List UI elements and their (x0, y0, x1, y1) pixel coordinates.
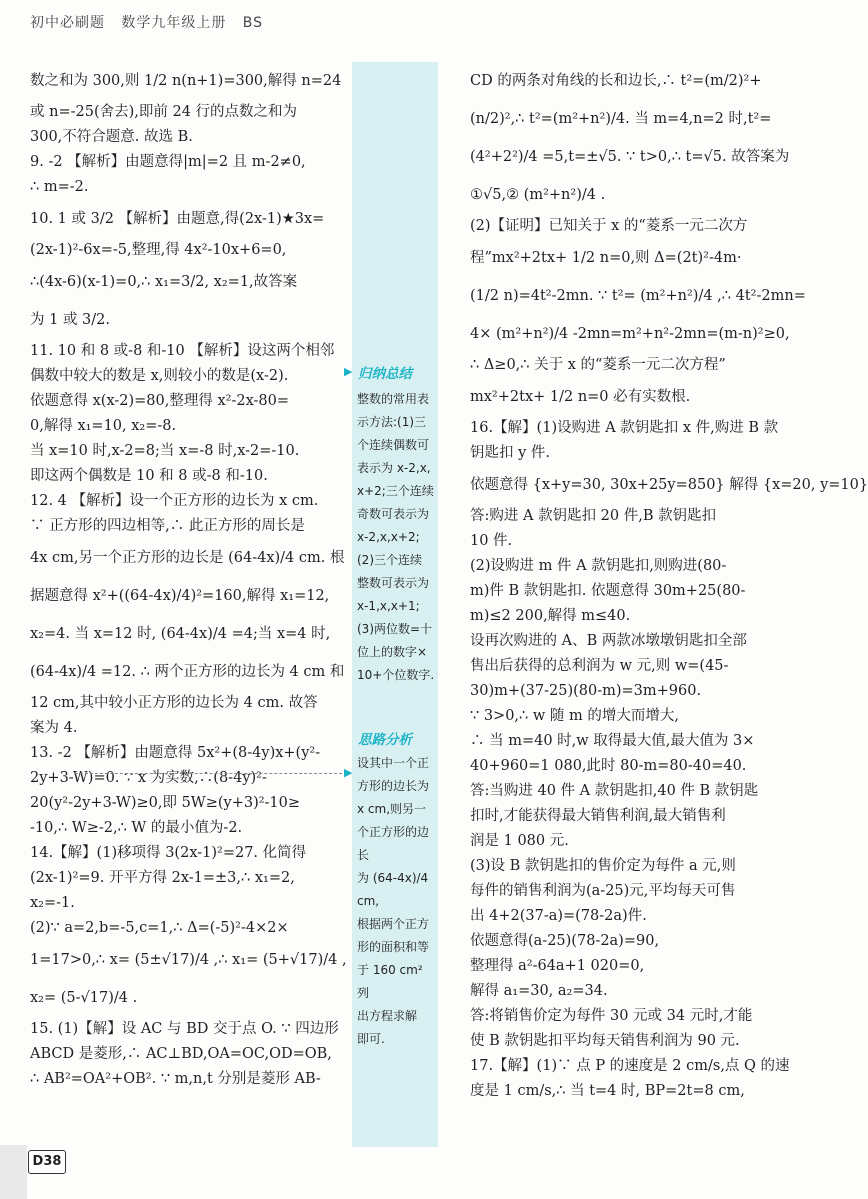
text-line: 出 4+2(37-a)=(78-2a)件. (470, 908, 647, 924)
text-line: x₂=-1. (30, 895, 75, 911)
sidebar-line: x-2,x,x+2; (357, 530, 420, 544)
text-line: 即这两个偶数是 10 和 8 或-8 和-10. (30, 468, 268, 484)
header-subject: 数学九年级上册 (121, 15, 227, 31)
text-line: 20(y²-2y+3-W)≥0,即 5W≥(y+3)²-10≥ (30, 795, 301, 811)
answer-11-line: 11. 10 和 8 或-8 和-10 【解析】设这两个相邻 (30, 343, 335, 359)
text-line: m)≤2 200,解得 m≤40. (470, 608, 631, 624)
sidebar-line: 形的面积和等 (357, 940, 430, 954)
sidebar-line: 设其中一个正 (357, 756, 430, 770)
text-line: ∴ m=-2. (30, 179, 89, 195)
sidebar-line: 方形的边长为 (357, 779, 430, 793)
text-line: 1=17>0,∴ x= (5±√17)/4 ,∴ x₁= (5+√17)/4 , (30, 952, 347, 968)
sidebar-line: 表示为 x-2,x, (357, 461, 431, 475)
arrow-icon: ▶ (344, 365, 353, 378)
text-line: 案为 4. (30, 720, 78, 736)
text-line: (2x-1)²-6x=-5,整理,得 4x²-10x+6=0, (30, 242, 287, 258)
text-line: 解得 a₁=30, a₂=34. (470, 983, 608, 999)
text-line: 答:购进 A 款钥匙扣 20 件,B 款钥匙扣 (470, 508, 717, 524)
answer-16-line: 16.【解】(1)设购进 A 款钥匙扣 x 件,购进 B 款 (470, 420, 779, 436)
text-line: m)件 B 款钥匙扣. 依题意得 30m+25(80- (470, 583, 746, 599)
answer-12-line: 12. 4 【解析】设一个正方形的边长为 x cm. (30, 493, 319, 509)
answer-10-line: 10. 1 或 3/2 【解析】由题意,得(2x-1)★3x= (30, 211, 325, 227)
text-line: 依题意得(a-25)(78-2a)=90, (470, 933, 660, 949)
sidebar-title-analysis: 思路分析 (358, 732, 412, 748)
sidebar-line: 即可. (357, 1032, 385, 1046)
sidebar-line: 个正方形的边长 (357, 825, 430, 862)
connector-line (75, 773, 347, 774)
running-header (30, 12, 263, 32)
answer-15-line: 15. (1)【解】设 AC 与 BD 交于点 O. ∵ 四边形 (30, 1021, 339, 1037)
sidebar-line: 为 (64-4x)/4 cm, (357, 871, 429, 908)
sidebar-line: x cm,则另一 (357, 802, 427, 816)
answer-14-line: 14.【解】(1)移项得 3(2x-1)²=27. 化简得 (30, 845, 307, 861)
text-line: -10,∴ W≥-2,∴ W 的最小值为-2. (30, 820, 243, 836)
text-line: (2)【证明】已知关于 x 的“菱系一元二次方 (470, 218, 748, 234)
text-line: 0,解得 x₁=10, x₂=-8. (30, 418, 177, 434)
text-line: 12 cm,其中较小正方形的边长为 4 cm. 故答 (30, 695, 318, 711)
text-line: 设再次购进的 A、B 两款冰墩墩钥匙扣全部 (470, 633, 747, 649)
text-line: 度是 1 cm/s,∴ 当 t=4 时, BP=2t=8 cm, (470, 1083, 745, 1099)
sidebar-summary-text (357, 388, 437, 687)
text-line: 钥匙扣 y 件. (470, 445, 551, 461)
text-line: ∵ 3>0,∴ w 随 m 的增大而增大, (470, 708, 679, 724)
text-line: (2)∵ a=2,b=-5,c=1,∴ Δ=(-5)²-4×2× (30, 920, 289, 936)
text-line: ∵ 正方形的四边相等,∴ 此正方形的周长是 (30, 518, 305, 534)
arrow-icon: ▶ (344, 766, 353, 779)
text-line: (3)设 B 款钥匙扣的售价定为每件 a 元,则 (470, 858, 736, 874)
sidebar-line: 出方程求解 (357, 1009, 418, 1023)
equation-system-line: 依题意得 {x+y=30, 30x+25y=850} 解得 {x=20, y=10} (470, 477, 868, 493)
text-line: 据题意得 x²+((64-4x)/4)²=160,解得 x₁=12, (30, 588, 330, 604)
text-line: 扣时,才能获得最大销售利润,最大销售利 (470, 808, 726, 824)
sidebar-line: 奇数可表示为 (357, 507, 430, 521)
answer-17-line: 17.【解】(1)∵ 点 P 的速度是 2 cm/s,点 Q 的速 (470, 1058, 790, 1074)
text-line: 润是 1 080 元. (470, 833, 569, 849)
text-line: CD 的两条对角线的长和边长,∴ t²=(m/2)²+ (470, 73, 762, 89)
sidebar-line: 整数的常用表 (357, 392, 430, 406)
text-line: 4× (m²+n²)/4 -2mn=m²+n²-2mn=(m-n)²≥0, (470, 326, 790, 342)
text-line: 答:当购进 40 件 A 款钥匙扣,40 件 B 款钥匙 (470, 783, 759, 799)
text-line: 当 x=10 时,x-2=8;当 x=-8 时,x-2=-10. (30, 443, 300, 459)
answer-9-line: 9. -2 【解析】由题意得|m|=2 且 m-2≠0, (30, 154, 306, 170)
text-line: (2x-1)²=9. 开平方得 2x-1=±3,∴ x₁=2, (30, 870, 295, 886)
text-line: 程”mx²+2tx+ 1/2 n=0,则 Δ=(2t)²-4m· (470, 250, 742, 266)
sidebar-analysis-text (357, 752, 437, 1051)
text-line: ①√5,② (m²+n²)/4 . (470, 187, 606, 203)
text-line: 依题意得 x(x-2)=80,整理得 x²-2x-80= (30, 393, 290, 409)
page-number: D38 (28, 1150, 66, 1174)
right-column (470, 62, 868, 1104)
text-line: x₂=4. 当 x=12 时, (64-4x)/4 =4;当 x=4 时, (30, 626, 331, 642)
sidebar-title-summary: 归纳总结 (358, 366, 412, 382)
sidebar-line: (3)两位数=十 (357, 622, 433, 636)
text-line: 答:将销售价定为每件 30 元或 34 元时,才能 (470, 1008, 753, 1024)
sidebar-line: 位上的数字× (357, 645, 428, 659)
text-line: 30)m+(37-25)(80-m)=3m+960. (470, 683, 702, 699)
text-line: (64-4x)/4 =12. ∴ 两个正方形的边长为 4 cm 和 (30, 664, 345, 680)
text-line: ∴ Δ≥0,∴ 关于 x 的“菱系一元二次方程” (470, 357, 726, 373)
text-line: ∴ 当 m=40 时,w 取得最大值,最大值为 3× (470, 733, 755, 749)
text-line: 40+960=1 080,此时 80-m=80-40=40. (470, 758, 747, 774)
text-line: 每件的销售利润为(a-25)元,平均每天可售 (470, 883, 736, 899)
sidebar-line: 个连续偶数可 (357, 438, 430, 452)
header-edition: BS (242, 15, 263, 31)
sidebar-line: 示方法:(1)三 (357, 415, 427, 429)
sidebar-line: 整数可表示为 (357, 576, 430, 590)
text-line: ∴(4x-6)(x-1)=0,∴ x₁=3/2, x₂=1,故答案 (30, 274, 298, 290)
text-line: (4²+2²)/4 =5,t=±√5. ∵ t>0,∴ t=√5. 故答案为 (470, 149, 790, 165)
text-line: 数之和为 300,则 1/2 n(n+1)=300,解得 n=24 (30, 73, 342, 89)
sidebar-line: (2)三个连续 (357, 553, 422, 567)
sidebar-line: 10+个位数字. (357, 668, 435, 682)
text-line: 10 件. (470, 533, 513, 549)
text-line: 300,不符合题意. 故选 B. (30, 129, 193, 145)
text-line: (1/2 n)=4t²-2mn. ∵ t²= (m²+n²)/4 ,∴ 4t²-2mn= (470, 288, 806, 304)
text-line: 2y+3-W)=0. ∵ x 为实数,∴(8-4y)²- (30, 770, 267, 786)
page-corner-shade (0, 1145, 27, 1199)
text-line: 为 1 或 3/2. (30, 312, 110, 328)
text-line: ∴ AB²=OA²+OB². ∵ m,n,t 分别是菱形 AB- (30, 1071, 321, 1087)
left-column (30, 62, 352, 1092)
text-line: (n/2)²,∴ t²=(m²+n²)/4. 当 m=4,n=2 时,t²= (470, 111, 772, 127)
text-line: 使 B 款钥匙扣平均每天销售利润为 90 元. (470, 1033, 740, 1049)
answer-13-line: 13. -2 【解析】由题意得 5x²+(8-4y)x+(y²- (30, 745, 321, 761)
text-line: (2)设购进 m 件 A 款钥匙扣,则购进(80- (470, 558, 727, 574)
text-line: 4x cm,另一个正方形的边长是 (64-4x)/4 cm. 根 (30, 550, 345, 566)
sidebar-line: 根据两个正方 (357, 917, 430, 931)
text-line: 整理得 a²-64a+1 020=0, (470, 958, 645, 974)
text-line: mx²+2tx+ 1/2 n=0 必有实数根. (470, 389, 691, 405)
sidebar-line: 于 160 cm² 列 (357, 963, 423, 1000)
text-line: 偶数中较大的数是 x,则较小的数是(x-2). (30, 368, 289, 384)
text-line: x₂= (5-√17)/4 . (30, 990, 138, 1006)
header-book: 初中必刷题 (30, 15, 105, 31)
text-line: ABCD 是菱形,∴ AC⊥BD,OA=OC,OD=OB, (30, 1046, 332, 1062)
sidebar-line: x-1,x,x+1; (357, 599, 420, 613)
text-line: 售出后获得的总利润为 w 元,则 w=(45- (470, 658, 729, 674)
sidebar-line: x+2;三个连续 (357, 484, 434, 498)
text-line: 或 n=-25(舍去),即前 24 行的点数之和为 (30, 104, 298, 120)
